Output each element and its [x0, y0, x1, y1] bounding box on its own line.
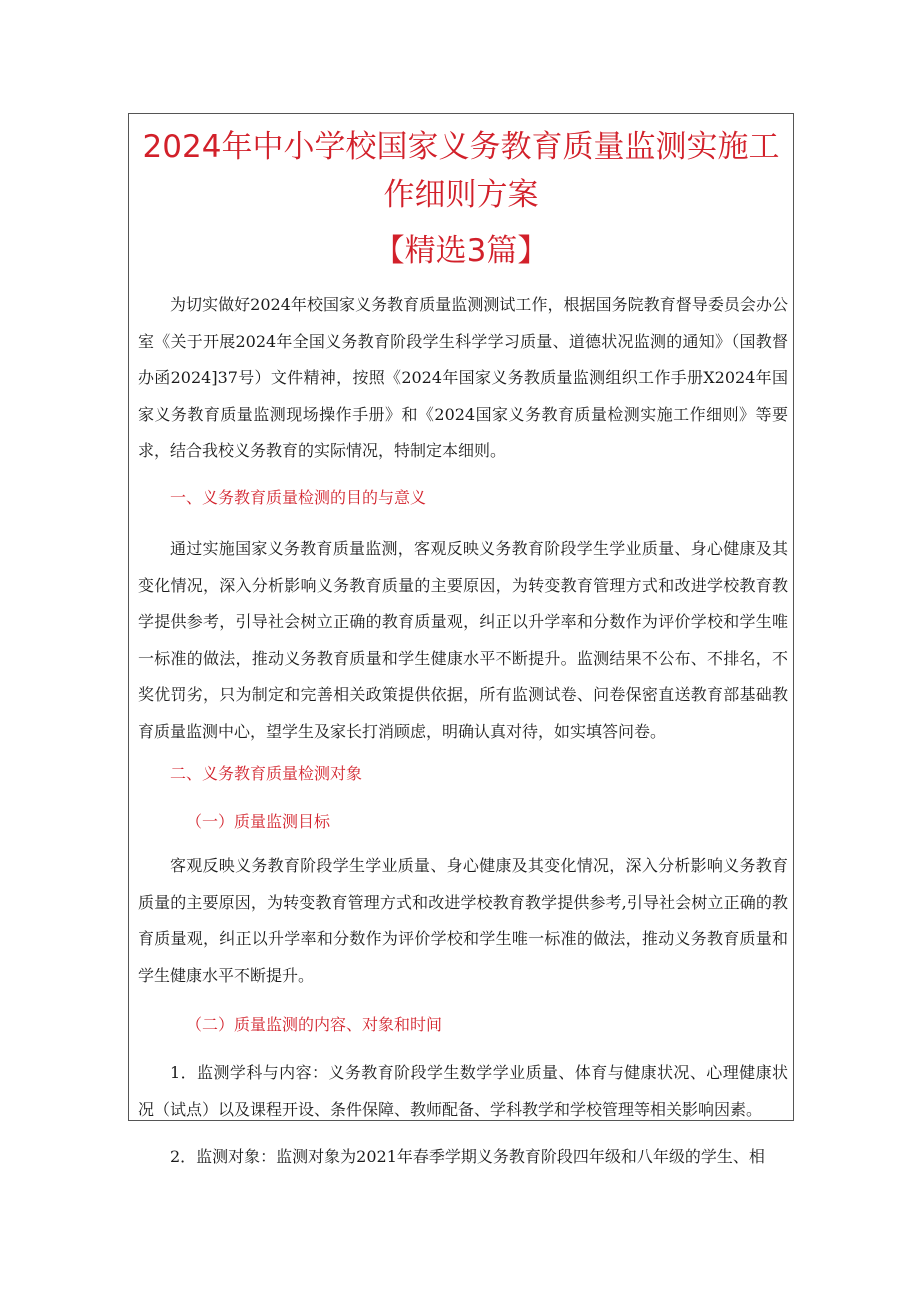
subsection-heading-2: （二）质量监测的内容、对象和时间	[186, 1015, 443, 1034]
subsection-heading-1: （一）质量监测目标	[186, 812, 331, 831]
intro-paragraph: 为切实做好2024年校国家义务教育质量监测测试工作，根据国务院教育督导委员会办公室《关于开展2024年全国义务教育阶段学生科学学习质量、道德状况监测的通知》（国教督办函2024]37号）文件精神，按照《2024年国家义务教质量监测组织工作手册X2024年国家义务教育质量监测现场操作手册》和《2024国家义务教育质量检测实施工作细则》等要求，结合我校义务教育的实际情况，特制定本细则。	[138, 295, 788, 460]
section-heading-2: 二、义务教育质量检测对象	[170, 764, 363, 783]
document-subtitle: 【精选3篇】	[373, 233, 549, 269]
item-2-paragraph: 2．监测对象：监测对象为2021年春季学期义务教育阶段四年级和八年级的学生、相	[170, 1147, 765, 1166]
document-title-line1: 2024年中小学校国家义务教育质量监测实施工	[142, 129, 780, 165]
item-1-paragraph: 1．监测学科与内容：义务教育阶段学生数学学业质量、体育与健康状况、心理健康状况（试点）以及课程开设、条件保障、教师配备、学科教学和学校管理等相关影响因素。	[138, 1063, 788, 1119]
section-heading-1: 一、义务教育质量检测的目的与意义	[170, 488, 427, 507]
target-paragraph: 客观反映义务教育阶段学生学业质量、身心健康及其变化情况，深入分析影响义务教育质量的主要原因，为转变教育管理方式和改进学校教育教学提供参考,引导社会树立正确的教育质量观，纠正以升学率和分数作为评价学校和学生唯一标准的做法，推动义务教育质量和学生健康水平不断提升。	[138, 856, 788, 985]
purpose-paragraph: 通过实施国家义务教育质量监测，客观反映义务教育阶段学生学业质量、身心健康及其变化情况，深入分析影响义务教育质量的主要原因，为转变教育管理方式和改进学校教育教学提供参考，引导社会树立正确的教育质量观，纠正以升学率和分数作为评价学校和学生唯一标准的做法，推动义务教育质量和学生健康水平不断提升。监测结果不公布、不排名，不奖优罚劣，只为制定和完善相关政策提供依据，所有监测试卷、问卷保密直送教育部基础教育质量监测中心，望学生及家长打消顾虑，明确认真对待，如实填答问卷。	[138, 539, 788, 741]
document-title-line2: 作细则方案	[383, 177, 539, 213]
